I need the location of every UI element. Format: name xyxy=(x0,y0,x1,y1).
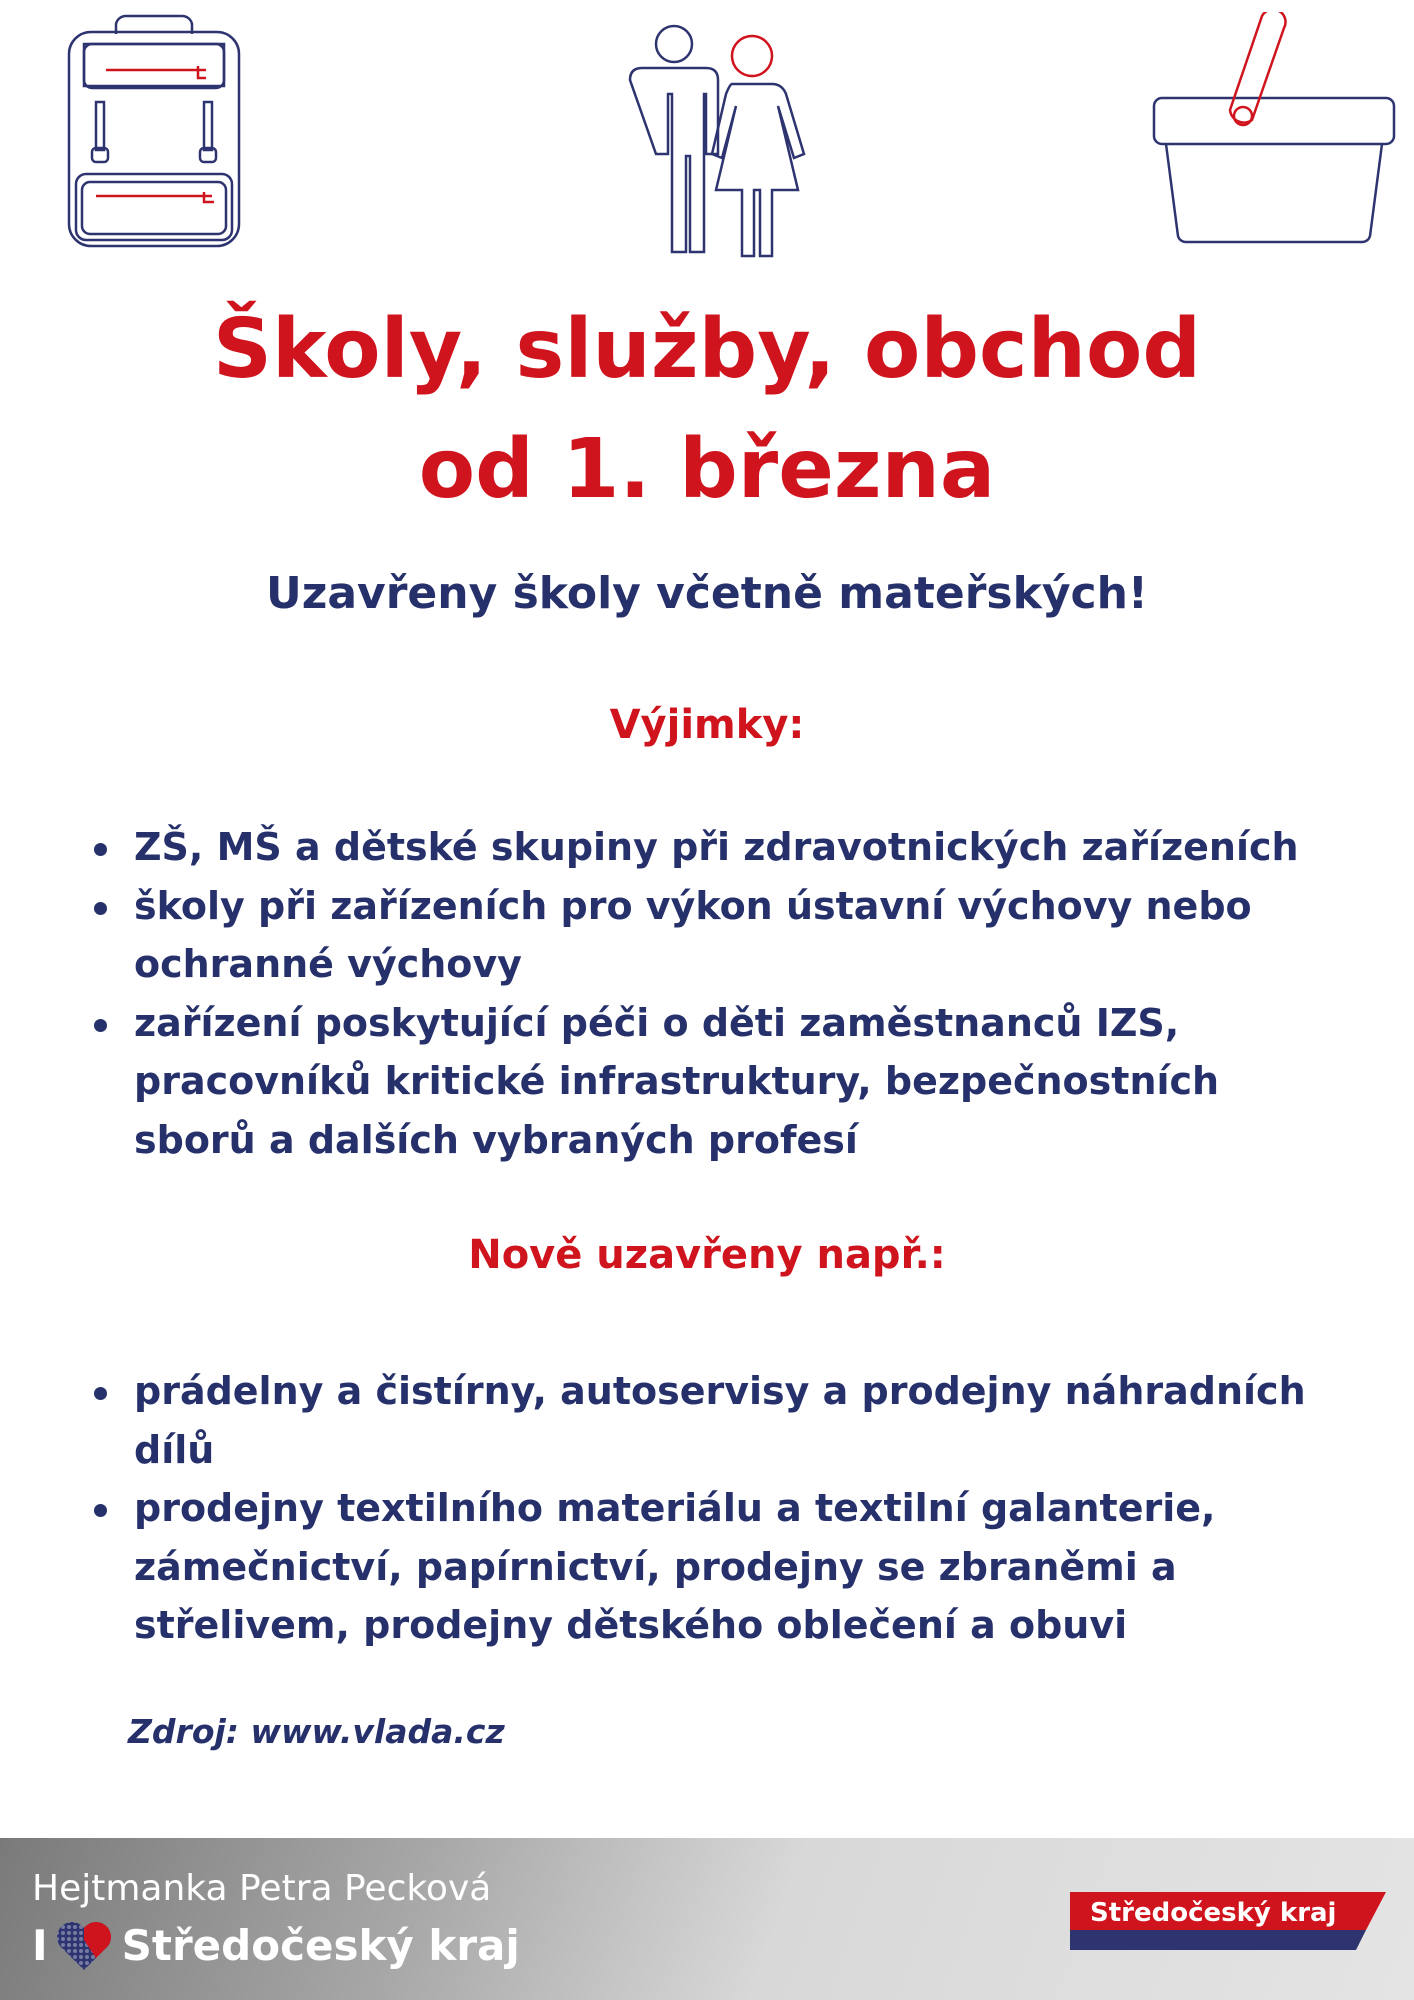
list-item: ZŠ, MŠ a dětské skupiny při zdravotnických zařízeních xyxy=(88,818,1338,877)
footer-banner xyxy=(0,1838,1414,2000)
heart-icon xyxy=(54,1918,114,1972)
exceptions-heading: Výjimky: xyxy=(609,702,805,748)
newly-closed-list xyxy=(88,1362,1338,1655)
page-title xyxy=(0,290,1414,530)
exceptions-list xyxy=(88,818,1338,1169)
list-item: zařízení poskytující péči o děti zaměstnanců IZS, pracovníků kritické infrastruktury, bezpečnostních sborů a dalších vybraných profesí xyxy=(88,994,1338,1170)
list-item: prádelny a čistírny, autoservisy a prodejny náhradních dílů xyxy=(88,1362,1338,1479)
newly-closed-heading: Nově uzavřeny např.: xyxy=(468,1232,946,1278)
source-note: Zdroj: www.vlada.cz xyxy=(128,1712,505,1751)
footer-region-name: Středočeský kraj xyxy=(121,1920,520,1970)
people-icon xyxy=(620,22,806,260)
region-logo-text: Středočeský kraj xyxy=(1090,1898,1337,1928)
basket-icon xyxy=(1152,12,1396,252)
list-item: prodejny textilního materiálu a textilní galanterie, zámečnictví, papírnictví, prodejny se zbraněmi a střelivem, prodejny dětského oblečení a obuvi xyxy=(88,1479,1338,1655)
list-item: školy při zařízeních pro výkon ústavní výchovy nebo ochranné výchovy xyxy=(88,877,1338,994)
title-line-1: Školy, služby, obchod xyxy=(212,302,1202,397)
backpack-icon xyxy=(66,14,242,250)
footer-governor: Hejtmanka Petra Pecková xyxy=(32,1868,492,1909)
footer-region-slogan xyxy=(32,1918,520,1972)
title-line-2: od 1. března xyxy=(418,422,996,517)
closed-heading: Uzavřeny školy včetně mateřských! xyxy=(266,568,1148,619)
footer-i-letter: I xyxy=(32,1920,48,1970)
